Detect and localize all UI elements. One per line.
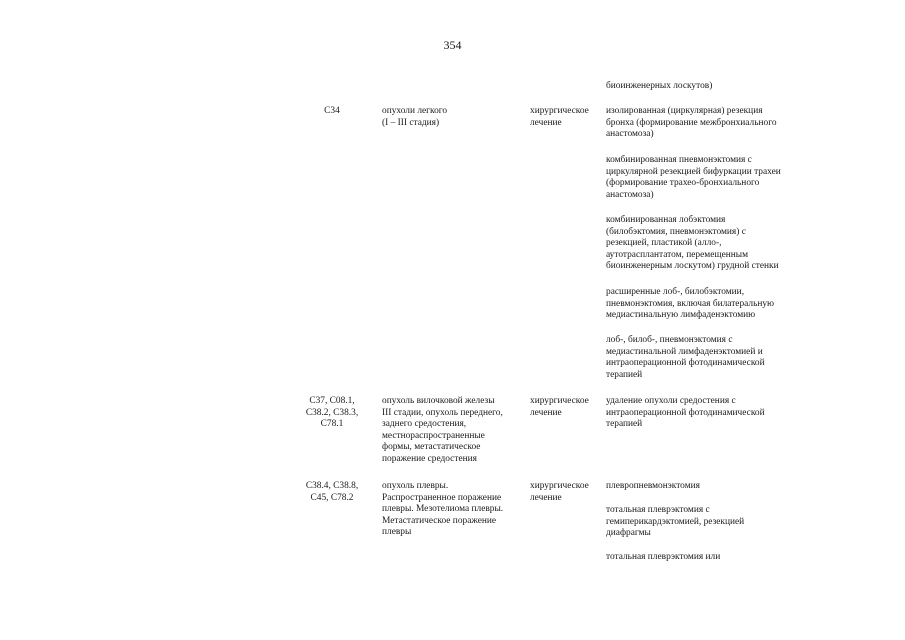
- disease-cell: [382, 481, 503, 539]
- text-line: плевры: [382, 527, 412, 538]
- text-line: медиастинальную лимфаденэктомию: [606, 310, 756, 321]
- intervention-block: [606, 106, 777, 141]
- text-line: комбинированная пневмонэктомия с: [606, 155, 752, 165]
- intervention-block: [606, 481, 700, 493]
- icd-code: C78.1: [320, 419, 344, 430]
- text-line: удаление опухоли средостения с: [606, 396, 736, 406]
- text-line: изолированная (циркулярная) резекция: [606, 106, 763, 116]
- icd-code-cell: [296, 481, 368, 504]
- text-line: терапией: [606, 419, 643, 430]
- icd-code-cell: [296, 106, 368, 118]
- icd-code: C37, C08.1,: [309, 396, 355, 406]
- disease-cell: [382, 106, 447, 129]
- text-line: интраоперационной фотодинамической: [606, 407, 765, 418]
- text-line: поражение средостения: [382, 453, 477, 464]
- text-line: (билобэктомия, пневмонэктомия) с: [606, 226, 746, 237]
- text-line: анастомоза): [606, 129, 654, 140]
- text-line: пневмонэктомия, включая билатеральную: [606, 298, 775, 309]
- text-line: терапией: [606, 369, 643, 380]
- text-line: диафрагмы: [606, 528, 651, 539]
- text-line: бронха (формирование межбронхиального: [606, 117, 777, 128]
- treatment-cell: [530, 481, 589, 504]
- text-line: резекцией, пластикой (алло-,: [606, 238, 722, 249]
- text-line: лоб-, билоб-, пневмонэктомия с: [606, 335, 733, 345]
- text-line: III стадии, опухоль переднего,: [382, 407, 503, 418]
- intervention-block: [606, 287, 774, 322]
- text-line: хирургическое: [530, 396, 589, 406]
- icd-code: C38.4, C38.8,: [305, 481, 359, 491]
- text-line: Распространенное поражение: [382, 492, 502, 503]
- text-line: заднего средостения,: [382, 419, 467, 430]
- icd-code: C34: [324, 106, 340, 116]
- text-line: опухоль плевры.: [382, 481, 449, 491]
- icd-code-cell: [296, 396, 368, 431]
- continuation-text: [606, 81, 712, 93]
- text-line: (I – III стадия): [382, 117, 440, 128]
- intervention-block: [606, 505, 744, 540]
- text-line: комбинированная лобэктомия: [606, 215, 726, 225]
- disease-cell: [382, 396, 503, 466]
- text-line: тотальная плеврэктомия с: [606, 505, 710, 515]
- text-line: плевры. Мезотелиома плевры.: [382, 504, 504, 515]
- text-line: опухоль вилочковой железы: [382, 396, 495, 406]
- intervention-block: [606, 396, 765, 431]
- icd-code: C38.2, C38.3,: [305, 407, 359, 418]
- text-line: хирургическое: [530, 106, 589, 116]
- intervention-block: [606, 552, 720, 564]
- text-line: (формирование трахео-бронхиального: [606, 178, 760, 189]
- text-line: анастомоза): [606, 189, 654, 200]
- text-line: формы, метастатическое: [382, 442, 481, 453]
- text-line: циркулярной резекцией бифуркации трахеи: [606, 166, 781, 177]
- intervention-block: [606, 335, 765, 381]
- text-line: расширенные лоб-, билобэктомии,: [606, 287, 745, 297]
- intervention-block: [606, 155, 781, 201]
- text-line: биоинженерных лоскутов): [606, 81, 713, 91]
- text-line: местнораспространенные: [382, 430, 485, 441]
- text-line: гемиперикардэктомией, резекцией: [606, 516, 745, 527]
- text-line: аутотрасплантатом, перемещенным: [606, 249, 749, 260]
- text-line: лечение: [530, 407, 562, 418]
- page-number: 354: [443, 38, 462, 52]
- text-line: тотальная плеврэктомия или: [606, 552, 721, 562]
- treatment-cell: [530, 396, 589, 419]
- text-line: медиастинальной лимфаденэктомией и: [606, 346, 763, 357]
- text-line: хирургическое: [530, 481, 589, 491]
- icd-code: C45, C78.2: [310, 492, 354, 503]
- text-line: плевропневмонэктомия: [606, 481, 700, 491]
- text-line: биоинженерным лоскутом) грудной стенки: [606, 261, 779, 272]
- text-line: лечение: [530, 492, 562, 503]
- text-line: Метастатическое поражение: [382, 515, 497, 526]
- text-line: опухоли легкого: [382, 106, 448, 116]
- treatment-cell: [530, 106, 589, 129]
- text-line: интраоперационной фотодинамической: [606, 358, 765, 369]
- text-line: лечение: [530, 117, 562, 128]
- intervention-block: [606, 215, 779, 273]
